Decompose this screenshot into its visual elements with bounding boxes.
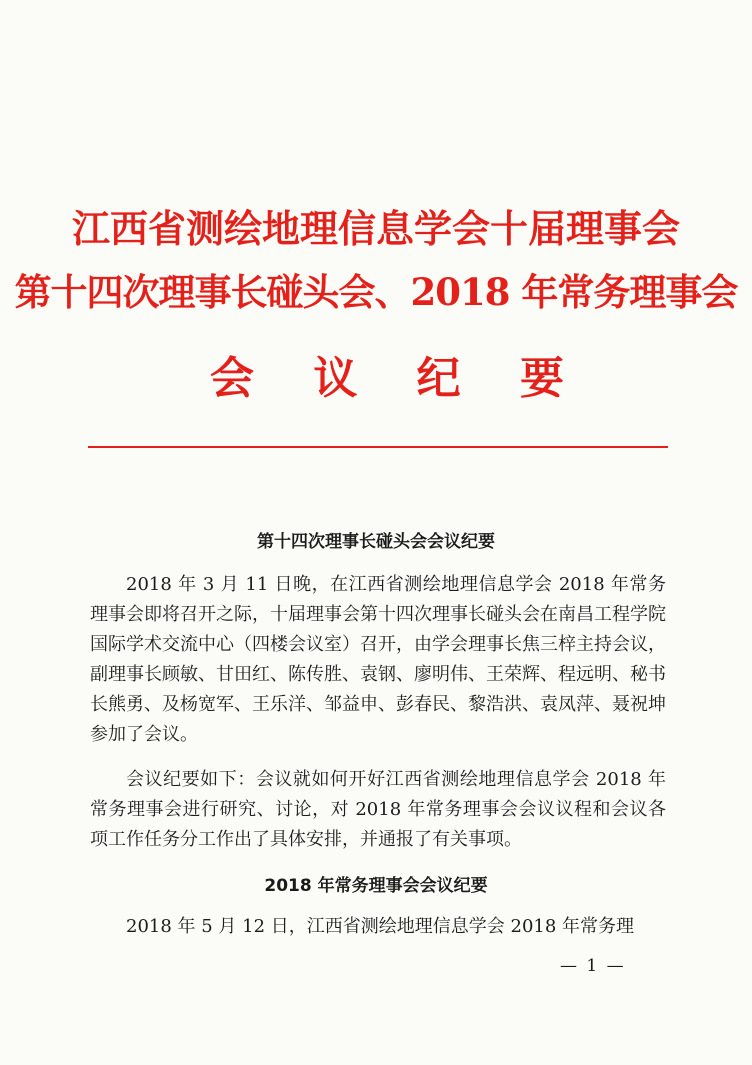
page-number: — 1 — [560, 956, 626, 976]
section1-paragraph1: 2018 年 3 月 11 日晚，在江西省测绘地理信息学会 2018 年常务理事会即将召开之际，十届理事会第十四次理事长碰头会在南昌工程学院国际学术交流中心（四楼会议室）召开，由学会理事长焦三梓主持会议，副理事长顾敏、甘田红、陈传胜、袁钢、廖明伟、王荣辉、程远明、秘书长熊勇、及杨宽军、王乐洋、邹益申、彭春民、黎浩洪、袁凤萍、聂祝坤参加了会议。 [90, 574, 666, 745]
section1-paragraph2: 会议纪要如下：会议就如何开好江西省测绘地理信息学会 2018 年常务理事会进行研究、讨论，对 2018 年常务理事会会议议程和会议各项工作任务分工作出了具体安排，并通报了有关事项。 [90, 769, 666, 850]
red-divider-line [88, 446, 668, 448]
section2-paragraph1: 2018 年 5 月 12 日，江西省测绘地理信息学会 2018 年常务理 [126, 916, 635, 937]
section2-heading: 2018 年常务理事会会议纪要 [264, 876, 488, 896]
document-title-line3: 会 议 纪 要 [210, 353, 586, 404]
document-title-line1: 江西省测绘地理信息学会十届理事会 [71, 206, 680, 251]
document-title-line2: 第十四次理事长碰头会、2018 年常务理事会 [14, 270, 738, 314]
section1-heading: 第十四次理事长碰头会会议纪要 [257, 532, 495, 552]
